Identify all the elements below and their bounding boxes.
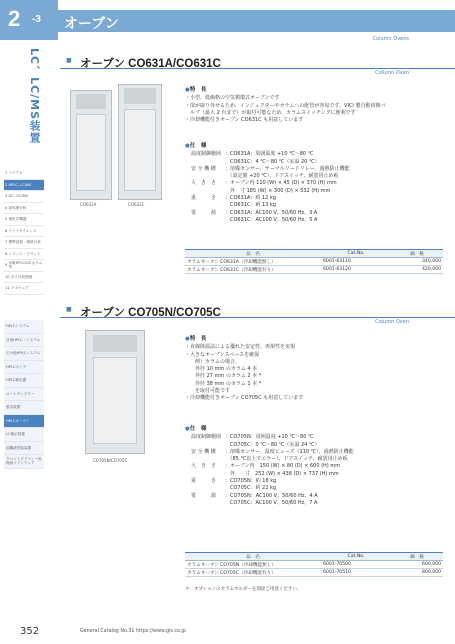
page-number: 352 [20,626,40,637]
chapter-sub: -3 [32,14,41,25]
chapter-index-item[interactable]: 6 ライフサイエンス [4,226,44,238]
spec-row: CO705C：AC100 V、50/60 Hz、7 A [225,499,318,506]
spec-heading: 仕 様 [189,426,207,432]
chapter-badge [0,0,58,40]
page-title-bar [58,10,455,32]
spec-row: CO631C：約 13 kg [225,202,277,209]
section-index-item[interactable]: オートサンプラー [4,388,44,402]
section-index-item[interactable]: 溶離液供給装置 [4,442,44,456]
spec-row: 重 さ ：CO631A：約 12 kg [191,195,277,202]
table-row: カラムオーブン CO631C（冷却機能有り） 6001-63120 420,000 [187,267,441,273]
spec-row: 重 さ ：CO705N：約 18 kg [191,478,277,485]
price-table-co631 [185,249,443,274]
oven-image-co631a [70,90,112,200]
spec-heading: 仕 様 [189,143,207,149]
feature-line: ・冷却機能付きオーブン CO631C も用意しています [185,117,304,124]
section-title-en: Column Oven [375,319,409,325]
oven-door [76,114,106,192]
image-caption: CO631C [128,202,145,207]
spec-row: 電 源 ：CO705N：AC100 V、50/60 Hz、4 A [191,492,318,499]
bullet-icon: ● [185,336,190,342]
spec-row: 大 き さ ：オーブン内 110 (W) × 45 (D) × 370 (H) mm [191,180,337,187]
feature-line: ルブ（最大 2 台まで）が取付可能なため、カラムスイッチングに便利です [185,109,356,116]
section-index [4,320,44,469]
section-title: オーブン CO631A/CO631C [80,58,221,70]
feature-line: ・扉が取り外せるため、インジェクターやカラムへの配管が容易です。VICI 製自動切換バ [185,102,386,109]
spec-row: （設定値 +20 ℃）、ドアスイッチ、耐震用止め板 [225,173,339,180]
features-heading: 特 長 [189,87,207,93]
page-footer [0,620,455,644]
section-title: オーブン CO705N/CO705C [80,307,221,319]
bullet-icon: ■ [66,306,72,313]
oven-panel [76,94,106,109]
bullet-icon: ■ [66,57,72,64]
section-index-item[interactable]: LC補正装置 [4,428,44,442]
chapter-index-item[interactable]: 4 前処理分析 [4,203,44,215]
table-row: カラムオーブン CO705N（冷却機能無し） 6001-70500 600,000 [187,562,441,568]
spec-row: CO705C：約 22 kg [225,485,277,492]
section-index-item[interactable]: HPLCポンプ [4,361,44,375]
section-heading-co705 [60,304,455,325]
section-index-item[interactable]: 脱気装置 [4,401,44,415]
table-row: カラムオーブン CO705C（冷却機能有り） 6001-70510 800,000 [187,570,441,576]
feature-line: 例）カラムの場合、 [185,358,240,365]
spec-row: 温度制御範囲 ：CO631A：周囲温度 +10 ℃～80 ℃ [191,151,314,158]
feature-line: ・小型、低価格の空気循環式オーブンです [185,95,280,102]
table-row: カラムオーブン CO631A（冷却機能無し） 6001-63110 340,000 [187,259,441,265]
chapter-index-item[interactable]: 5 理化学機器 [4,214,44,226]
section-index-item[interactable]: 分取HPLC・システム [4,334,44,348]
table-header-row: 品 名 Cat.No. 価 格 [185,553,443,561]
page-title-en: Column Ovens [372,36,409,42]
section-index-item[interactable]: HPLC検出器 [4,374,44,388]
catalog-info: General Catalog No.31 https://www.gls.co.jp [80,629,186,634]
spec-row: 大 き さ ：オーブン内 150 (W) × 80 (D) × 600 (H) mm [191,463,341,470]
chapter-index-item[interactable]: 11 ラボウェア [4,283,44,295]
chapter-index-item[interactable]: 8 シリンジ・ピペット [4,249,44,261]
vertical-chapter-title: LC、LC/MS装置 [28,48,41,145]
chapter-index [4,168,44,295]
bullet-icon: ● [185,143,190,149]
feature-line: を取付可能です [185,388,231,395]
spec-block [185,426,354,507]
section-index-item[interactable]: HPLCシステム [4,320,44,334]
bullet-icon: ● [185,87,190,93]
oven-panel [93,335,137,352]
chapter-index-item[interactable]: 10 ガス分析関連 [4,272,44,284]
chapter-index-item[interactable]: 9 市販HPLC/GCカラム等 [4,260,44,272]
section-index-item-active[interactable]: HPLCオーブン [4,415,44,429]
chapter-index-item[interactable]: 3 GC, GC/MS [4,191,44,203]
spec-row: CO705C：0 ℃～80 ℃（室温 24 ℃） [225,441,320,448]
oven-image-co631c [118,84,162,200]
spec-row: 外 寸 185 (W) × 300 (D) × 532 (H) mm [225,187,331,194]
chapter-index-item-active[interactable]: 2 HPLC, LC/MS [4,180,44,192]
spec-row: 安 全 機 構 ：溶媒センサー、サーマルリードリレー、過熱防止機能 [191,165,350,172]
spec-block [185,143,350,224]
feature-line: 外径 27 mm のカラム 2 本 * [185,373,262,380]
spec-row: 外 寸 252 (W) × 438 (D) × 737 (H) mm [225,470,339,477]
oven-panel [124,88,156,104]
section-title-en: Column Oven [375,70,409,76]
features-heading: 特 長 [189,336,207,342]
chapter-number: 2 [8,6,21,31]
spec-row: 安 全 機 構 ：溶媒センサー、温度ヒューズ（110 ℃）、過熱防止機能 [191,448,354,455]
spec-row: 電 源 ：CO631A：AC100 V、50/60 Hz、3 A [191,209,318,216]
features-block [185,336,303,403]
spec-row: CO631C：4 ℃～80 ℃（室温 20 ℃） [225,158,320,165]
bullet-icon: ● [185,426,190,432]
feature-line: ・大きなオーブンスペースを確保 [185,351,260,358]
image-caption: CO705N/CO705C [93,458,128,463]
image-caption: CO631A [80,202,97,207]
oven-door [124,109,156,191]
spec-row: CO631C：AC100 V、50/60 Hz、5 A [225,216,318,223]
footnote: ＊：オプションのカラムホルダーを別途ご用意ください。 [185,587,302,592]
section-index-item[interactable]: クロマトグラフィー処理用ソフトウェア [4,455,44,469]
feature-line: ・直線降温法による優れた安定性、再現性を実現 [185,344,296,351]
feature-line: 外径 38 mm のカラム 1 本 * [185,380,262,387]
chapter-index-item[interactable]: 1 バイアル [4,168,44,180]
chapter-index-item[interactable]: 7 標準試薬・環境分析 [4,237,44,249]
price-table-co705 [185,552,443,577]
page-title: オーブン [64,15,119,31]
table-header-row: 品 名 Cat.No. 価 格 [185,250,443,258]
feature-line: 外径 10 mm のカラム 4 本 [185,366,258,373]
oven-image-co705 [85,330,145,454]
feature-line: ・冷却機能付きオーブン CO705C も用意しています [185,395,304,402]
oven-door [93,357,137,445]
section-heading-co631 [60,55,455,76]
features-block [185,87,385,124]
spec-row: （85 ℃以上でエラー）、ドアスイッチ、耐震用止め板 [225,456,348,463]
spec-row: 温度制御範囲 ：CO705N：周囲温度 +10 ℃～80 ℃ [191,434,314,441]
section-index-item[interactable]: その他HPLCシステム [4,347,44,361]
